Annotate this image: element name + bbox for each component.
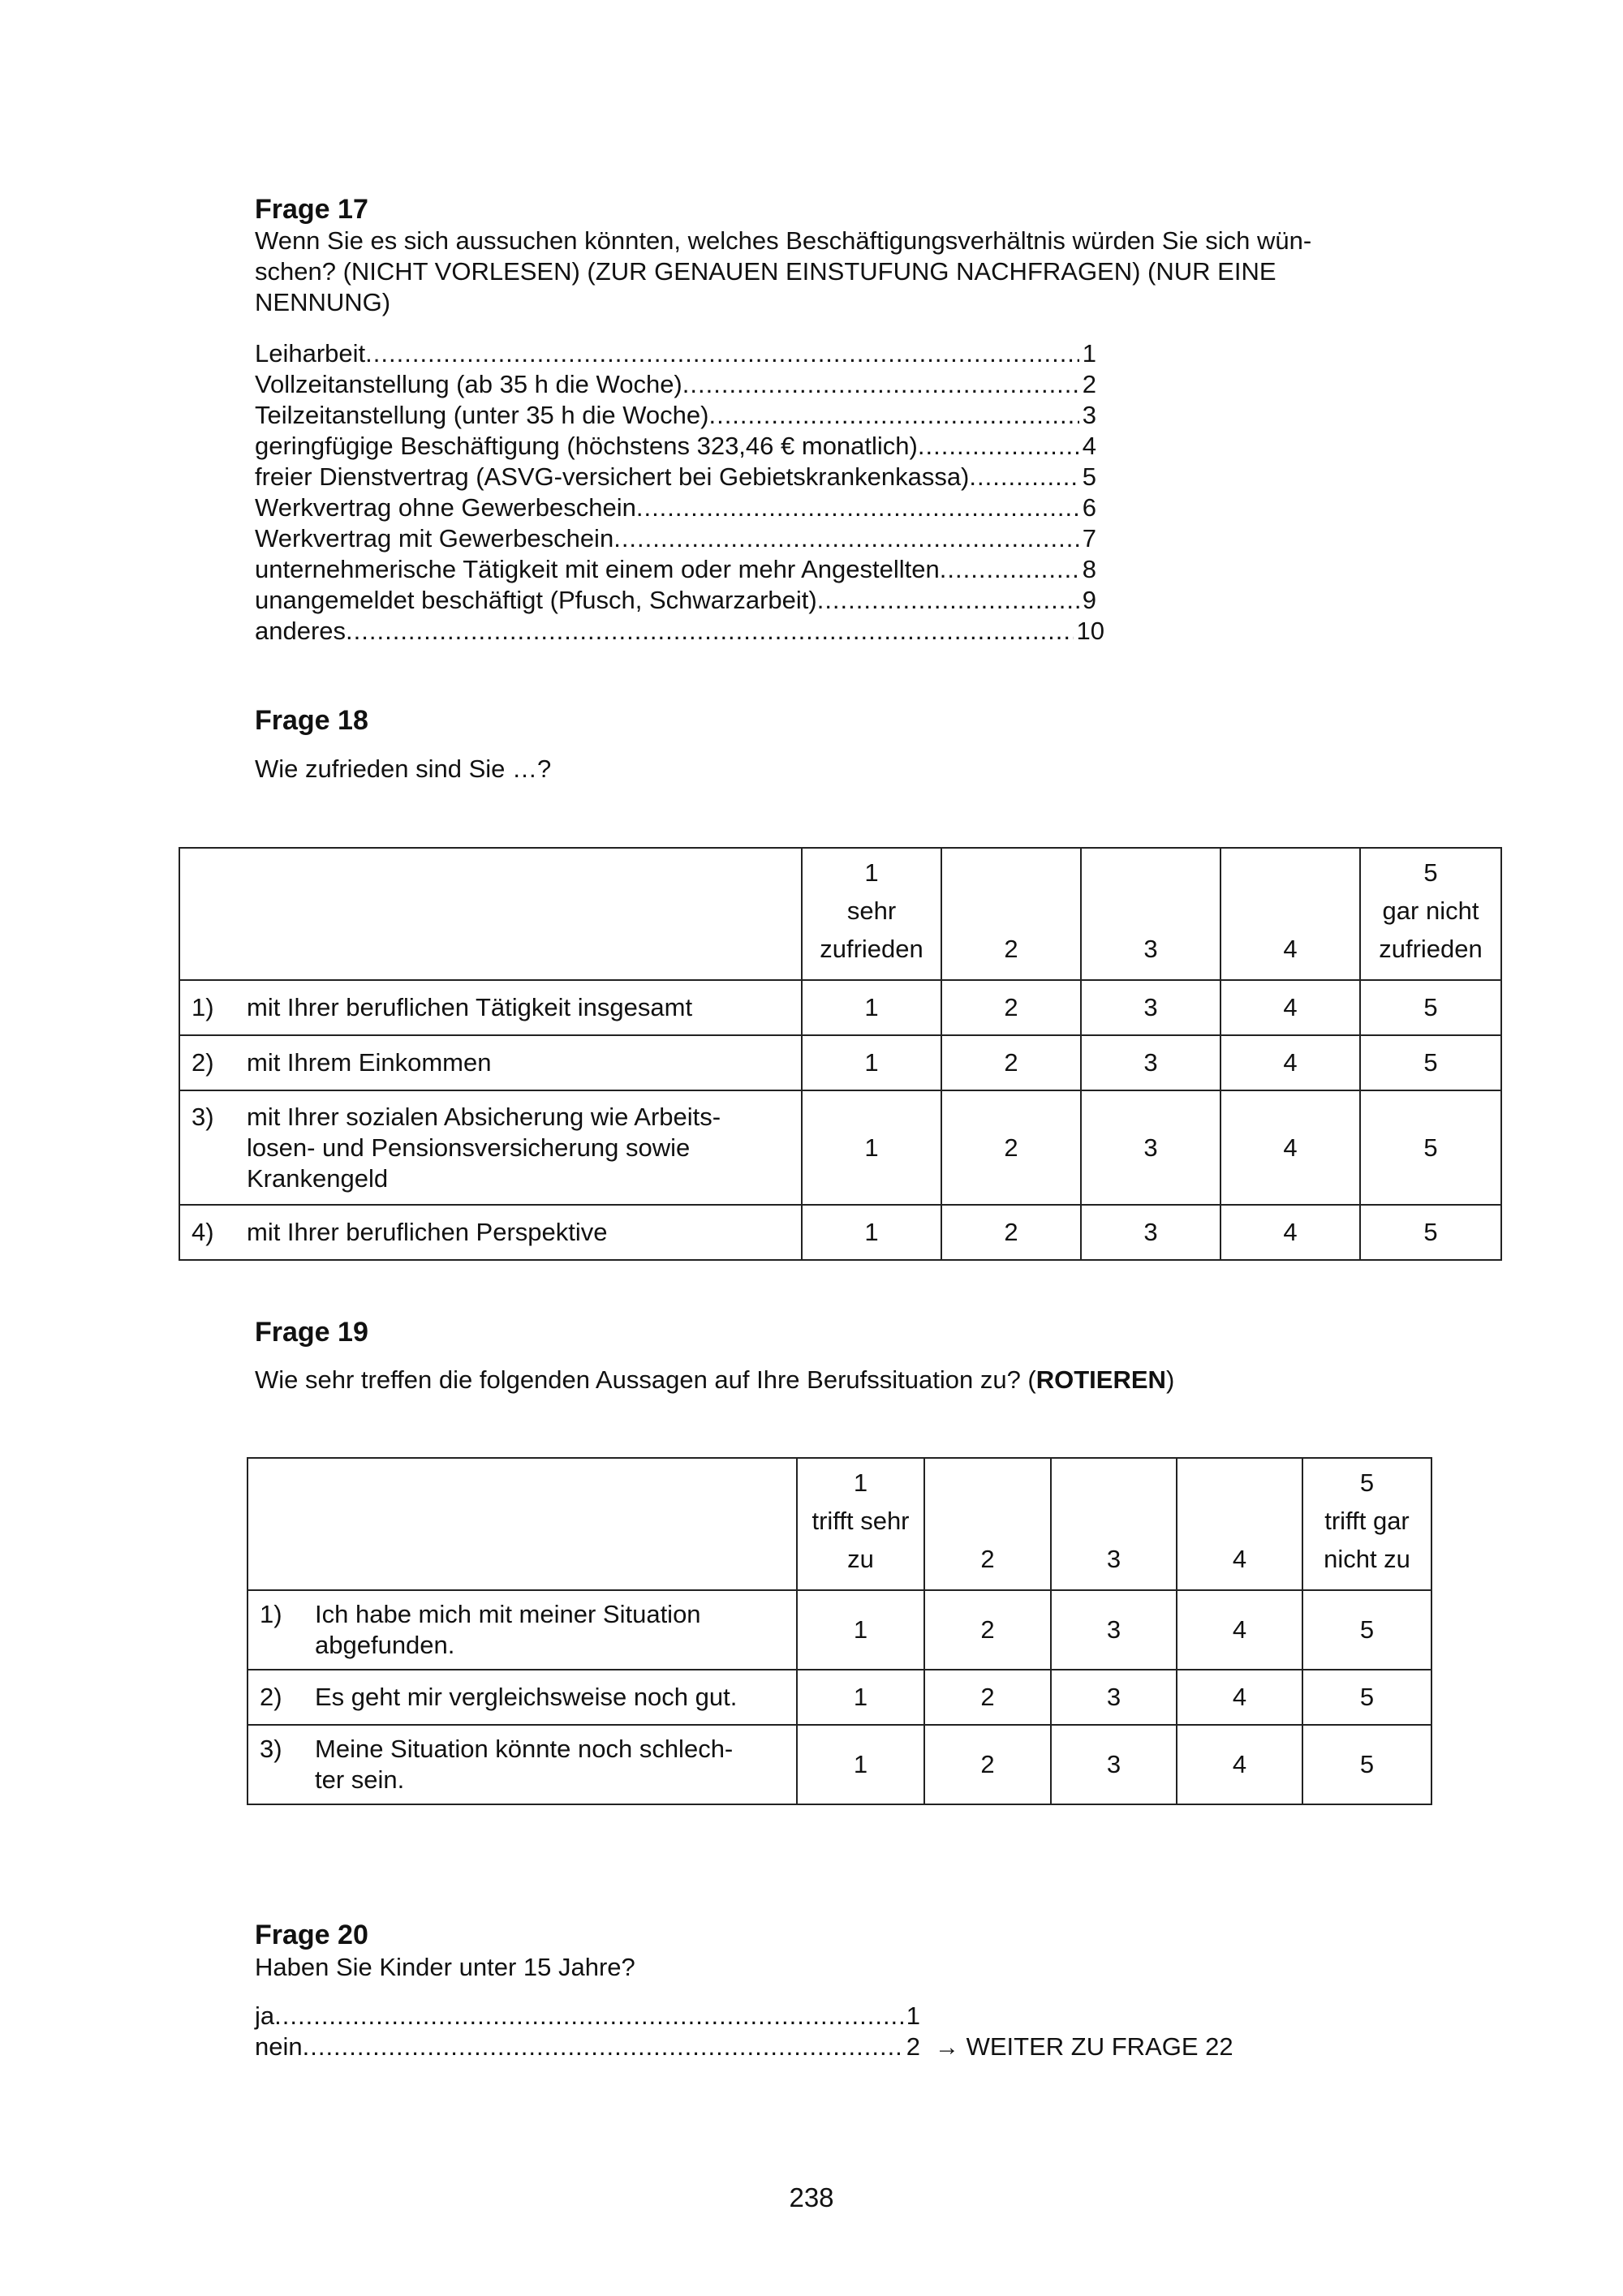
option-code: 7 [1082,524,1096,553]
option-code: 2 [1082,370,1096,398]
rating-option[interactable]: 3 [1051,1670,1177,1725]
q17-option[interactable] [255,431,1096,462]
q20-title: Frage 20 [255,1920,368,1950]
table-row [248,1590,1431,1670]
q19-rotate-instruction: ROTIEREN [1035,1365,1166,1394]
option-code: 5 [1082,462,1096,491]
rating-option[interactable]: 4 [1220,1090,1360,1205]
q17-option[interactable] [255,554,1096,585]
rating-option[interactable]: 1 [802,1205,941,1260]
option-code: 6 [1082,493,1096,522]
item-label: 2) mit Ihrem Einkommen [179,1035,802,1090]
option-label: geringfügige Beschäftigung (höchstens 323,46 € monatlich) [255,432,918,460]
q20-option[interactable] [255,2001,920,2032]
rating-option[interactable]: 2 [941,980,1081,1035]
q17-option[interactable] [255,400,1096,431]
rating-option[interactable]: 1 [797,1670,924,1725]
rating-option[interactable]: 5 [1360,1090,1501,1205]
rating-option[interactable]: 3 [1081,1205,1220,1260]
item-label: 1) mit Ihrer beruflichen Tätigkeit insgesamt [179,980,802,1035]
option-label: Teilzeitanstellung (unter 35 h die Woche) [255,401,709,429]
header-cell-1: 1 trifft sehr zu [797,1458,924,1590]
option-code: 8 [1082,555,1096,583]
rating-option[interactable]: 4 [1220,980,1360,1035]
rating-option[interactable]: 3 [1051,1725,1177,1804]
q20-option[interactable] [255,2032,920,2062]
header-cell-1: 1 sehr zufrieden [802,848,941,980]
rating-option[interactable]: 4 [1177,1590,1302,1670]
header-empty-cell [179,848,802,980]
item-label: 4) mit Ihrer beruflichen Perspektive [179,1205,802,1260]
rating-option[interactable]: 2 [941,1205,1081,1260]
option-label: anderes [255,617,347,645]
option-code: 2 [906,2032,920,2061]
rating-option[interactable]: 3 [1081,1035,1220,1090]
table-row [248,1725,1431,1804]
q17-option[interactable] [255,492,1096,523]
rating-option[interactable]: 1 [797,1725,924,1804]
q17-text-line: Wenn Sie es sich aussuchen könnten, welches Beschäftigungsverhältnis würden Sie sich wün- [255,226,1312,255]
q17-question-text [255,226,1431,318]
q17-option[interactable] [255,338,1096,369]
rating-option[interactable]: 4 [1220,1035,1360,1090]
rating-option[interactable]: 5 [1302,1670,1431,1725]
q17-text-line: schen? (NICHT VORLESEN) (ZUR GENAUEN EINSTUFUNG NACHFRAGEN) (NUR EINE [255,257,1276,286]
q19-title: Frage 19 [255,1317,368,1348]
header-cell-5: 5 trifft gar nicht zu [1302,1458,1431,1590]
rating-option[interactable]: 5 [1360,1035,1501,1090]
item-label: 3) Meine Situation könnte noch schlech- ter sein. [248,1725,797,1804]
option-label: Werkvertrag ohne Gewerbeschein [255,493,636,522]
option-code: 1 [1082,339,1096,368]
option-label: unangemeldet beschäftigt (Pfusch, Schwarzarbeit) [255,586,817,614]
table-row [179,1035,1501,1090]
q17-text-line: NENNUNG) [255,288,391,316]
q17-option[interactable] [255,462,1096,492]
header-cell-2: 2 [924,1458,1051,1590]
table-row [179,980,1501,1035]
q17-option[interactable] [255,616,1104,647]
rating-option[interactable]: 5 [1360,980,1501,1035]
rating-option[interactable]: 2 [924,1725,1051,1804]
rating-option[interactable]: 3 [1051,1590,1177,1670]
option-code: 9 [1082,586,1096,614]
item-label: 2) Es geht mir vergleichsweise noch gut. [248,1670,797,1725]
q19-header-row [248,1458,1431,1590]
option-label: Leiharbeit [255,339,366,368]
q19-text-part: ) [1165,1365,1175,1394]
q20-option-list [255,2001,920,2062]
header-cell-2: 2 [941,848,1081,980]
rating-option[interactable]: 1 [802,1090,941,1205]
q17-option[interactable] [255,369,1096,400]
option-label: nein [255,2032,303,2061]
q19-question-text [255,1365,1174,1395]
q17-option[interactable] [255,585,1096,616]
header-cell-3: 3 [1081,848,1220,980]
rating-option[interactable]: 1 [802,1035,941,1090]
header-cell-3: 3 [1051,1458,1177,1590]
rating-option[interactable]: 3 [1081,980,1220,1035]
rating-option[interactable]: 1 [797,1590,924,1670]
option-code: 10 [1076,617,1104,645]
option-code: 3 [1082,401,1096,429]
q19-text-part: Wie sehr treffen die folgenden Aussagen auf Ihre Berufssituation zu? ( [255,1365,1036,1394]
q18-header-row [179,848,1501,980]
q18-rating-table [179,847,1502,1261]
option-label: freier Dienstvertrag (ASVG-versichert bei Gebietskrankenkassa) [255,462,970,491]
rating-option[interactable]: 5 [1302,1725,1431,1804]
rating-option[interactable]: 1 [802,980,941,1035]
item-label: 3) mit Ihrer sozialen Absicherung wie Arbeits- losen- und Pensionsversicherung sowie Krankengeld [179,1090,802,1205]
q20-skip-instruction [935,2032,1233,2063]
rating-option[interactable]: 3 [1081,1090,1220,1205]
option-label: ja [255,2001,275,2030]
rating-option[interactable]: 2 [941,1035,1081,1090]
table-row [248,1670,1431,1725]
rating-option[interactable]: 4 [1177,1725,1302,1804]
option-code: 1 [906,2001,920,2030]
header-cell-4: 4 [1220,848,1360,980]
header-cell-5: 5 gar nicht zufrieden [1360,848,1501,980]
page-number: 238 [789,2182,834,2212]
option-label: Vollzeitanstellung (ab 35 h die Woche) [255,370,682,398]
q19-rating-table [247,1457,1432,1805]
rating-option[interactable]: 5 [1360,1205,1501,1260]
q20-question-text: Haben Sie Kinder unter 15 Jahre? [255,1953,635,1981]
q17-option-list [255,338,1104,647]
rating-option[interactable]: 5 [1302,1590,1431,1670]
rating-option[interactable]: 2 [924,1670,1051,1725]
q18-question-text: Wie zufrieden sind Sie …? [255,755,552,783]
rating-option[interactable]: 4 [1177,1670,1302,1725]
skip-note: WEITER ZU FRAGE 22 [966,2032,1233,2061]
q17-title: Frage 17 [255,194,368,225]
header-cell-4: 4 [1177,1458,1302,1590]
q18-title: Frage 18 [255,705,368,736]
q17-option[interactable] [255,523,1096,554]
rating-option[interactable]: 4 [1220,1205,1360,1260]
right-arrow-icon: → [935,2034,959,2061]
header-empty-cell [248,1458,797,1590]
table-row [179,1090,1501,1205]
table-row [179,1205,1501,1260]
option-label: Werkvertrag mit Gewerbeschein [255,524,614,553]
rating-option[interactable]: 2 [941,1090,1081,1205]
item-label: 1) Ich habe mich mit meiner Situation abgefunden. [248,1590,797,1670]
option-label: unternehmerische Tätigkeit mit einem oder mehr Angestellten [255,555,940,583]
option-code: 4 [1082,432,1096,460]
rating-option[interactable]: 2 [924,1590,1051,1670]
